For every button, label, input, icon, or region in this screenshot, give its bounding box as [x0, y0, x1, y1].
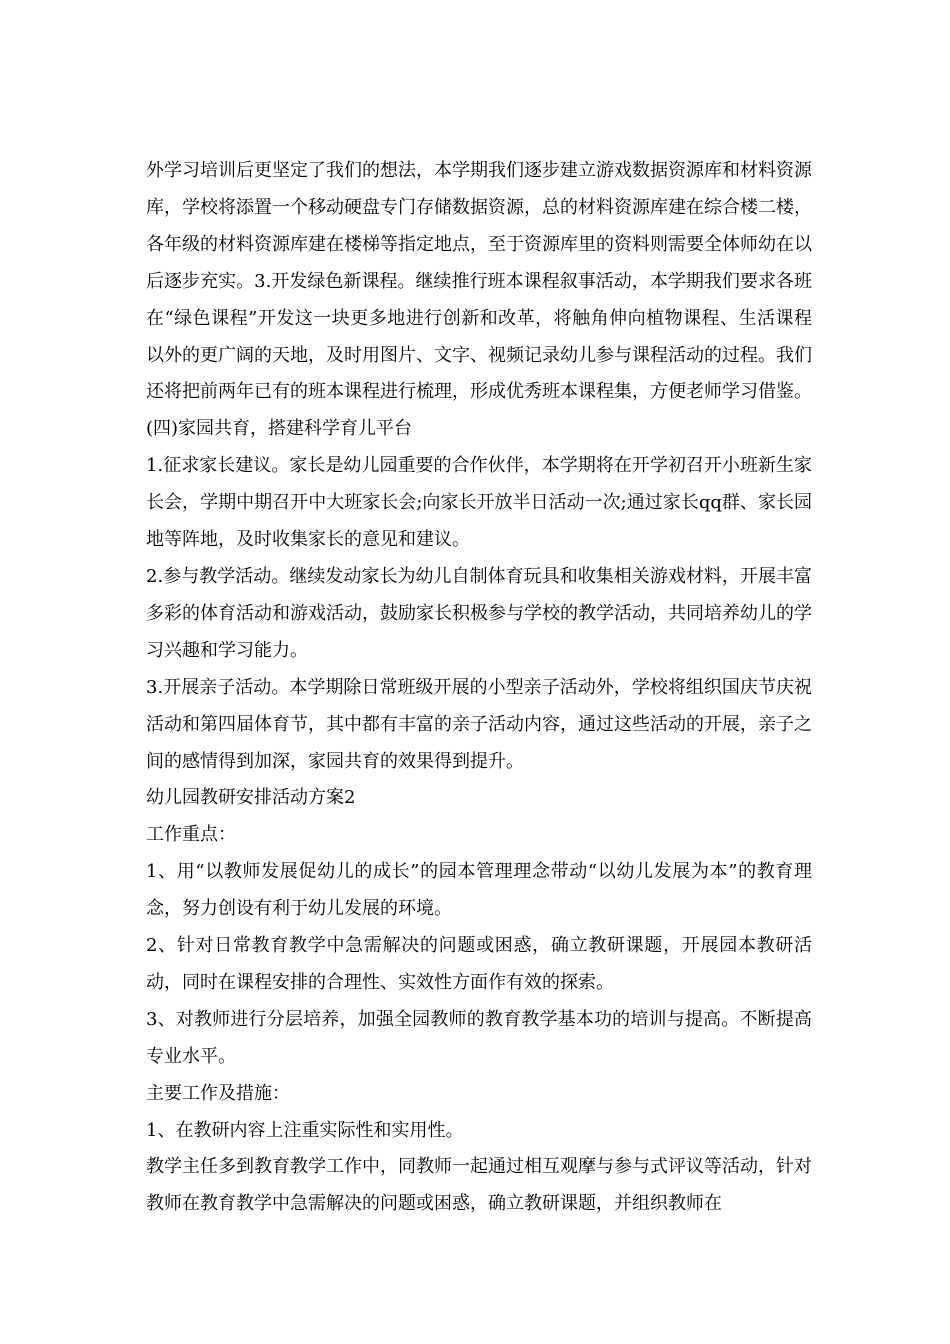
section-title-plan-2: 幼儿园教研安排活动方案2 — [146, 787, 356, 809]
paragraph-teaching-participation: 2.参与教学活动。继续发动家长为幼儿自制体育玩具和收集相关游戏材料，开展丰富多彩的体育活动和游戏活动，鼓励家长积极参与学校的教学活动，共同培养幼儿的学习兴趣和学习能力。 — [146, 565, 812, 661]
list-item-focus-3: 3、对教师进行分层培养，加强全园教师的教育教学基本功的培训与提高。不断提高专业水平。 — [146, 1008, 812, 1067]
list-item-measure-1: 1、在教研内容上注重实际性和实用性。 — [146, 1119, 464, 1141]
list-item-focus-1: 1、用“以教师发展促幼儿的成长”的园本管理理念带动“以幼儿发展为本”的教育理念，努力创设有利于幼儿发展的环境。 — [146, 861, 812, 920]
heading-work-focus: 工作重点： — [146, 824, 236, 846]
list-item-focus-2: 2、针对日常教育教学中急需解决的问题或困惑，确立教研课题，开展园本教研活动，同时在课程安排的合理性、实效性方面作有效的探索。 — [146, 935, 812, 993]
heading-home-school-cooperation: (四)家园共育，搭建科学育儿平台 — [146, 418, 413, 440]
document-body — [146, 153, 812, 1223]
paragraph-parent-suggestions: 1.征求家长建议。家长是幼儿园重要的合作伙伴，本学期将在开学初召开小班新生家长会，学期中期召开中大班家长会;向家长开放半日活动一次;通过家长qq群、家长园地等阵地，及时收集家长的意见和建议。 — [146, 455, 812, 551]
paragraph-teaching-director: 教学主任多到教育教学工作中，同教师一起通过相互观摩与参与式评议等活动，针对教师在教育教学中急需解决的问题或困惑，确立教研课题，并组织教师在 — [146, 1156, 812, 1215]
paragraph-parent-child-activities: 3.开展亲子活动。本学期除日常班级开展的小型亲子活动外，学校将组织国庆节庆祝活动和第四届体育节，其中都有丰富的亲子活动内容，通过这些活动的开展，亲子之间的感情得到加深，家园共育的效果得到提升。 — [146, 676, 812, 772]
paragraph-resource-library: 外学习培训后更坚定了我们的想法，本学期我们逐步建立游戏数据资源库和材料资源库，学校将添置一个移动硬盘专门存储数据资源，总的材料资源库建在综合楼二楼，各年级的材料资源库建在楼梯等指定地点，至于资源库里的资料则需要全体师幼在以后逐步充实。3.开发绿色新课程。继续推行班本课程叙事活动，本学期我们要求各班在“绿色课程”开发这一块更多地进行创新和改革，将触角伸向植物课程、生活课程以外的更广阔的天地，及时用图片、文字、视频记录幼儿参与课程活动的过程。我们还将把前两年已有的班本课程进行梳理，形成优秀班本课程集，方便老师学习借鉴。 — [146, 160, 812, 403]
heading-main-work-measures: 主要工作及措施： — [146, 1082, 290, 1104]
